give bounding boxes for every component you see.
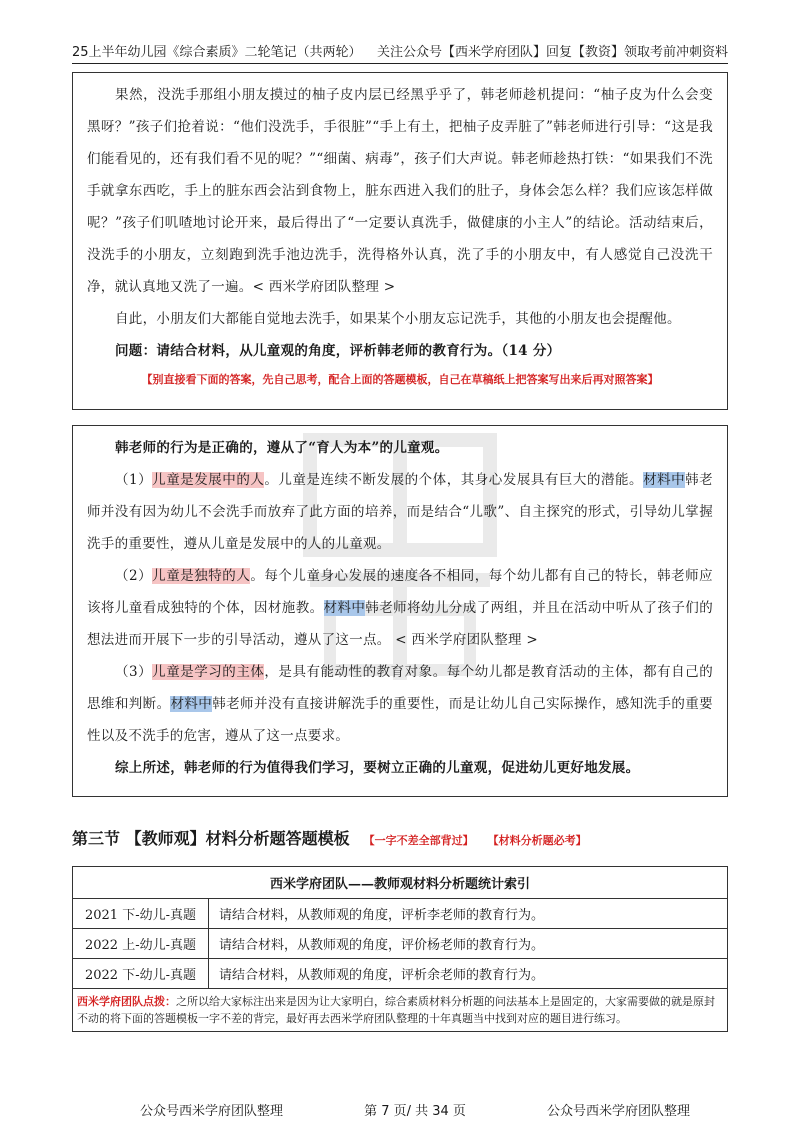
section-heading [72, 826, 587, 849]
question-text: 问题：请结合材料，从儿童观的角度，评析韩老师的教育行为。（14 分） [115, 343, 561, 359]
answer-point-1 [87, 464, 713, 560]
point-analysis: 韩老师并没有因为幼儿不会洗手而放弃了此方面的培养，而是结合“儿歌”、自主探究的形式，引导幼儿掌握洗手的重要性，遵从儿童是发展中的人的儿童观。 [87, 472, 713, 552]
section-tag-must-test: 【材料分析题必考】 [487, 834, 587, 847]
exam-year-cell: 2022 下-幼儿-真题 [73, 959, 209, 989]
highlight-material-ref: 材料中 [323, 600, 366, 616]
page-footer [140, 1100, 690, 1119]
exam-question-cell: 请结合材料，从教师观的角度，评析余老师的教育行为。 [209, 959, 728, 989]
point-text: 。儿童是连续不断发展的个体，其身心发展具有巨大的潜能。 [264, 472, 644, 488]
table-row [73, 929, 728, 959]
warning-note: 【别直接看下面的答案，先自己思考，配合上面的答题模板，自己在草稿纸上把答案写出来后再对照答案】 [141, 373, 659, 386]
table-header-row [73, 867, 728, 899]
table-note-row [73, 989, 728, 1032]
highlight-material-ref: 材料中 [643, 472, 686, 488]
point-number: （1） [115, 472, 153, 488]
page-number: 第 7 页/ 共 34 页 [364, 1104, 466, 1119]
header-title: 25上半年幼儿园《综合素质》二轮笔记（共两轮） [72, 45, 362, 60]
material-paragraph-2: 自此，小朋友们大都能自觉地去洗手，如果某个小朋友忘记洗手，其他的小朋友也会提醒他。 [115, 311, 681, 327]
team-tip-note [73, 989, 728, 1032]
answer-point-3 [87, 656, 713, 752]
section-tag-memorize: 【一字不差全部背过】 [363, 834, 474, 847]
point-analysis: 韩老师将幼儿分成了两组，并且在活动中听从了孩子们的想法进而开展下一步的引导活动，遵从了这一点。 < 西米学府团队整理 > [87, 600, 713, 648]
tip-lead: 西米学府团队点拨： [77, 995, 176, 1008]
highlight-concept: 儿童是独特的人 [152, 568, 251, 584]
point-analysis: 韩老师并没有直接讲解洗手的重要性，而是让幼儿自己实际操作，感知洗手的重要性以及不洗手的危害，遵从了这一点要求。 [87, 696, 713, 744]
tip-text: 之所以给大家标注出来是因为让大家明白，综合素质材料分析题的问法基本上是固定的，大家需要做的就是原封不动的将下面的答题模板一字不差的背完，最好再去西米学府团队整理的十年真题当中找到对应的题目进行练习。 [77, 995, 715, 1025]
page-header [72, 38, 728, 64]
highlight-concept: 儿童是发展中的人 [152, 472, 265, 488]
material-box [72, 72, 728, 410]
point-text: ，是具有能动性的教育对象。每个幼儿都是教育活动的主体，都有自己的思维和判断。 [87, 664, 713, 712]
footer-left: 公众号西米学府团队整理 [140, 1104, 284, 1119]
exam-question-cell: 请结合材料，从教师观的角度，评价杨老师的教育行为。 [209, 929, 728, 959]
question-index-table [72, 866, 728, 1032]
point-number: （3） [115, 664, 153, 680]
answer-box [72, 425, 728, 797]
highlight-material-ref: 材料中 [170, 696, 213, 712]
highlight-concept: 儿童是学习的主体 [152, 664, 265, 680]
header-promo: 关注公众号【西米学府团队】回复【教资】领取考前冲刺资料 [376, 45, 728, 60]
table-row [73, 959, 728, 989]
answer-intro: 韩老师的行为是正确的，遵从了“育人为本”的儿童观。 [115, 440, 449, 456]
point-text: 。每个儿童身心发展的速度各不相同，每个幼儿都有自己的特长，韩老师应该将儿童看成独特的个体，因材施教。 [87, 568, 713, 616]
point-number: （2） [115, 568, 153, 584]
exam-year-cell: 2021 下-幼儿-真题 [73, 899, 209, 929]
table-row [73, 899, 728, 929]
table-title: 西米学府团队——教师观材料分析题统计索引 [73, 867, 728, 899]
exam-question-cell: 请结合材料，从教师观的角度，评析李老师的教育行为。 [209, 899, 728, 929]
answer-conclusion: 综上所述，韩老师的行为值得我们学习，要树立正确的儿童观，促进幼儿更好地发展。 [115, 760, 640, 776]
answer-point-2 [87, 560, 713, 656]
exam-year-cell: 2022 上-幼儿-真题 [73, 929, 209, 959]
footer-right: 公众号西米学府团队整理 [546, 1104, 690, 1119]
material-paragraph-1: 果然，没洗手那组小朋友摸过的柚子皮内层已经黑乎乎了，韩老师趁机提问：“柚子皮为什么会变黑呀？”孩子们抢着说：“他们没洗手，手很脏”“手上有土，把柚子皮弄脏了”韩老师进行引导：“这是我们能看见的，还有我们看不见的呢？”“细菌、病毒”，孩子们大声说。韩老师趁热打铁：“如果我们不洗手就拿东西吃，手上的脏东西会沾到食物上，脏东西进入我们的肚子，身体会怎么样？我们应该怎样做呢？”孩子们叽喳地讨论开来，最后得出了“一定要认真洗手，做健康的小主人”的结论。活动结束后，没洗手的小朋友，立刻跑到洗手池边洗手，洗得格外认真，洗了手的小朋友中，有人感觉自己没洗干净，就认真地又洗了一遍。< 西米学府团队整理 > [87, 87, 713, 295]
section-title: 第三节 【教师观】材料分析题答题模板 [72, 829, 350, 848]
